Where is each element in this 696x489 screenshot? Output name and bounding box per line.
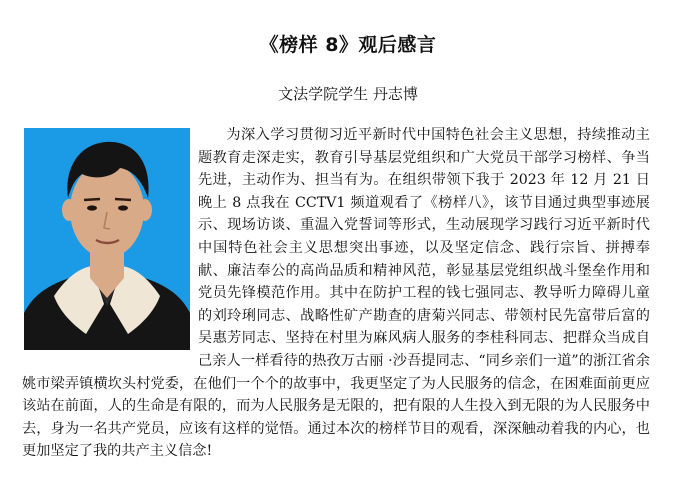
body-text-block <box>22 124 650 463</box>
author-line: 文法学院学生 丹志博 <box>278 85 418 103</box>
document-title: 《榜样 8》观后感言 <box>259 34 437 56</box>
photo-spacer <box>22 124 198 356</box>
body-paragraph: 为深入学习贯彻习近平新时代中国特色社会主义思想，持续推动主题教育走深走实，教育引导基层党组织和广大党员干部学习榜样、争当先进，主动作为、担当有为。在组织带领下我于 2023 年 12 月 21 日晚上 8 点我在 CCTV1 频道观看了《榜样八》，该节目通过典型事迹展示、现场访谈、重温入党誓词等形式，生动展现学习践行习近平新时代中国特色社会主义思想突出事迹，以及坚定信念、践行宗旨、拼搏奉献、廉洁奉公的高尚品质和精神风范，彰显基层党组织战斗堡垒作用和党员先锋模范作用。其中在防护工程的钱七强同志、教导听力障碍儿童的刘玲琍同志、战略性矿产勘查的唐菊兴同志、带领村民先富带后富的吴惠芳同志、坚持在村里为麻风病人服务的李桂科同志、把群众当成自己亲人一样看待的热孜万古丽 ·沙吾提同志、“同乡亲们一道”的浙江省余姚市梁弄镇横坎头村党委，在他们一个个的故事中，我更坚定了为人民服务的信念，在困难面前更应该站在前面，人的生命是有限的，而为人民服务是无限的，把有限的人生投入到无限的为人民服务中去，身为一名共产党员，应该有这样的觉悟。通过本次的榜样节目的观看，深深触动着我的内心，也更加坚定了我的共产主义信念! <box>22 127 650 460</box>
